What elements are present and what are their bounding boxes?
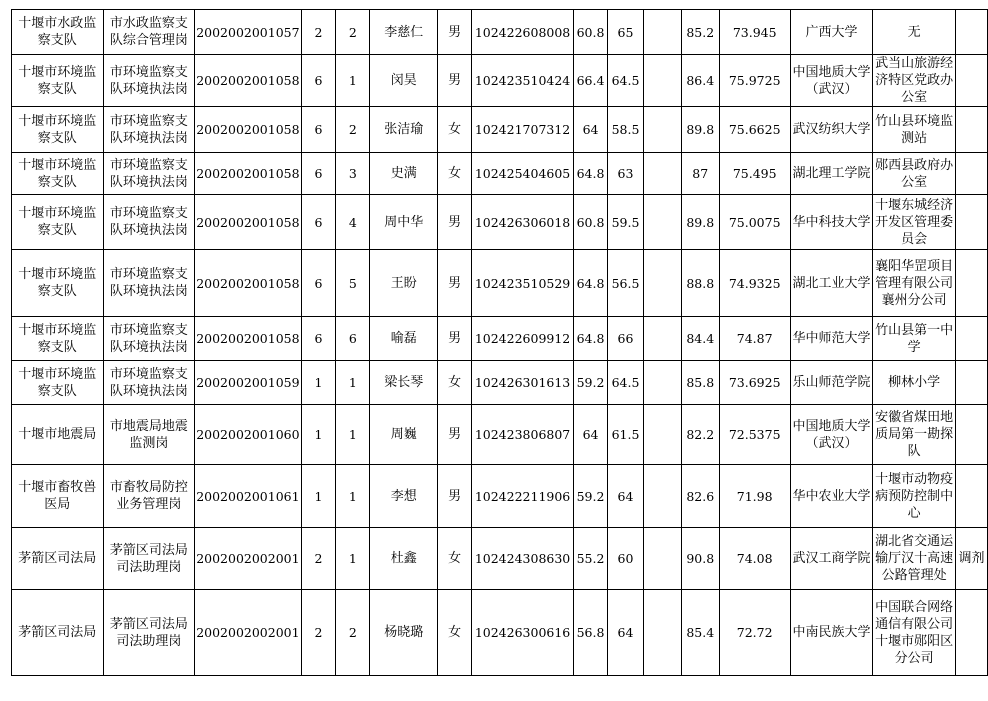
table-row bbox=[12, 317, 988, 361]
second-score-cell: 66 bbox=[608, 317, 644, 361]
sex-cell: 女 bbox=[438, 590, 472, 676]
sex-cell: 男 bbox=[438, 10, 472, 55]
unit-cell: 十堰市环境监察支队 bbox=[12, 317, 104, 361]
blank-cell bbox=[643, 590, 681, 676]
unit-cell: 十堰市环境监察支队 bbox=[12, 153, 104, 195]
rank-cell: 3 bbox=[336, 153, 370, 195]
total-score-cell: 71.98 bbox=[719, 465, 790, 528]
school-cell: 武汉工商学院 bbox=[790, 528, 873, 590]
second-score-cell: 58.5 bbox=[608, 107, 644, 153]
quota-cell: 6 bbox=[301, 195, 336, 250]
interview-score-cell: 82.6 bbox=[681, 465, 719, 528]
employer-cell: 柳林小学 bbox=[873, 361, 956, 405]
ticket-number-cell: 102423806807 bbox=[472, 405, 574, 465]
ticket-number-cell: 102426300616 bbox=[472, 590, 574, 676]
rank-cell: 6 bbox=[336, 317, 370, 361]
ticket-number-cell: 102422211906 bbox=[472, 465, 574, 528]
note-cell bbox=[955, 465, 987, 528]
post-cell: 市环境监察支队环境执法岗 bbox=[103, 153, 195, 195]
interview-score-cell: 89.8 bbox=[681, 195, 719, 250]
written-score-cell: 64.8 bbox=[574, 317, 608, 361]
quota-cell: 6 bbox=[301, 107, 336, 153]
written-score-cell: 66.4 bbox=[574, 55, 608, 107]
second-score-cell: 64.5 bbox=[608, 361, 644, 405]
sex-cell: 男 bbox=[438, 465, 472, 528]
total-score-cell: 72.72 bbox=[719, 590, 790, 676]
quota-cell: 1 bbox=[301, 361, 336, 405]
sex-cell: 女 bbox=[438, 107, 472, 153]
school-cell: 湖北工业大学 bbox=[790, 250, 873, 317]
post-cell: 市地震局地震监测岗 bbox=[103, 405, 195, 465]
post-cell: 市环境监察支队环境执法岗 bbox=[103, 250, 195, 317]
employer-cell: 竹山县第一中学 bbox=[873, 317, 956, 361]
post-cell: 市环境监察支队环境执法岗 bbox=[103, 317, 195, 361]
post-cell: 市畜牧局防控业务管理岗 bbox=[103, 465, 195, 528]
note-cell bbox=[955, 361, 987, 405]
total-score-cell: 74.87 bbox=[719, 317, 790, 361]
rank-cell: 1 bbox=[336, 405, 370, 465]
employer-cell: 安徽省煤田地质局第一勘探队 bbox=[873, 405, 956, 465]
post-code-cell: 2002002001061 bbox=[195, 465, 301, 528]
employer-cell: 中国联合网络通信有限公司十堰市郧阳区分公司 bbox=[873, 590, 956, 676]
total-score-cell: 75.0075 bbox=[719, 195, 790, 250]
unit-cell: 十堰市环境监察支队 bbox=[12, 250, 104, 317]
total-score-cell: 75.6625 bbox=[719, 107, 790, 153]
second-score-cell: 59.5 bbox=[608, 195, 644, 250]
school-cell: 中南民族大学 bbox=[790, 590, 873, 676]
ticket-number-cell: 102423510529 bbox=[472, 250, 574, 317]
sex-cell: 男 bbox=[438, 405, 472, 465]
interview-score-cell: 88.8 bbox=[681, 250, 719, 317]
blank-cell bbox=[643, 361, 681, 405]
rank-cell: 1 bbox=[336, 465, 370, 528]
table-row bbox=[12, 153, 988, 195]
table-row bbox=[12, 405, 988, 465]
post-code-cell: 2002002001058 bbox=[195, 55, 301, 107]
blank-cell bbox=[643, 107, 681, 153]
post-cell: 市环境监察支队环境执法岗 bbox=[103, 195, 195, 250]
blank-cell bbox=[643, 55, 681, 107]
name-cell: 李慈仁 bbox=[370, 10, 438, 55]
second-score-cell: 64.5 bbox=[608, 55, 644, 107]
written-score-cell: 55.2 bbox=[574, 528, 608, 590]
total-score-cell: 73.6925 bbox=[719, 361, 790, 405]
post-code-cell: 2002002001058 bbox=[195, 195, 301, 250]
quota-cell: 6 bbox=[301, 317, 336, 361]
quota-cell: 2 bbox=[301, 10, 336, 55]
post-cell: 市水政监察支队综合管理岗 bbox=[103, 10, 195, 55]
table-row bbox=[12, 195, 988, 250]
table-row bbox=[12, 590, 988, 676]
blank-cell bbox=[643, 528, 681, 590]
name-cell: 杨晓璐 bbox=[370, 590, 438, 676]
rank-cell: 2 bbox=[336, 10, 370, 55]
rank-cell: 2 bbox=[336, 107, 370, 153]
note-cell bbox=[955, 405, 987, 465]
table-row bbox=[12, 250, 988, 317]
table-row bbox=[12, 55, 988, 107]
post-code-cell: 2002002001058 bbox=[195, 153, 301, 195]
written-score-cell: 60.8 bbox=[574, 10, 608, 55]
blank-cell bbox=[643, 405, 681, 465]
school-cell: 广西大学 bbox=[790, 10, 873, 55]
results-table bbox=[11, 9, 988, 676]
sex-cell: 男 bbox=[438, 250, 472, 317]
written-score-cell: 59.2 bbox=[574, 361, 608, 405]
ticket-number-cell: 102426301613 bbox=[472, 361, 574, 405]
name-cell: 张洁瑜 bbox=[370, 107, 438, 153]
quota-cell: 6 bbox=[301, 250, 336, 317]
table-row bbox=[12, 107, 988, 153]
unit-cell: 十堰市环境监察支队 bbox=[12, 107, 104, 153]
employer-cell: 无 bbox=[873, 10, 956, 55]
rank-cell: 1 bbox=[336, 55, 370, 107]
second-score-cell: 64 bbox=[608, 465, 644, 528]
unit-cell: 十堰市畜牧兽医局 bbox=[12, 465, 104, 528]
sex-cell: 女 bbox=[438, 528, 472, 590]
name-cell: 李想 bbox=[370, 465, 438, 528]
employer-cell: 十堰东城经济开发区管理委员会 bbox=[873, 195, 956, 250]
post-code-cell: 2002002001060 bbox=[195, 405, 301, 465]
school-cell: 华中师范大学 bbox=[790, 317, 873, 361]
school-cell: 乐山师范学院 bbox=[790, 361, 873, 405]
interview-score-cell: 87 bbox=[681, 153, 719, 195]
ticket-number-cell: 102422609912 bbox=[472, 317, 574, 361]
second-score-cell: 65 bbox=[608, 10, 644, 55]
second-score-cell: 63 bbox=[608, 153, 644, 195]
note-cell bbox=[955, 195, 987, 250]
ticket-number-cell: 102422608008 bbox=[472, 10, 574, 55]
written-score-cell: 64 bbox=[574, 107, 608, 153]
name-cell: 杜鑫 bbox=[370, 528, 438, 590]
interview-score-cell: 89.8 bbox=[681, 107, 719, 153]
interview-score-cell: 86.4 bbox=[681, 55, 719, 107]
employer-cell: 十堰市动物疫病预防控制中心 bbox=[873, 465, 956, 528]
rank-cell: 5 bbox=[336, 250, 370, 317]
second-score-cell: 60 bbox=[608, 528, 644, 590]
second-score-cell: 61.5 bbox=[608, 405, 644, 465]
interview-score-cell: 85.8 bbox=[681, 361, 719, 405]
name-cell: 史满 bbox=[370, 153, 438, 195]
post-code-cell: 2002002002001 bbox=[195, 528, 301, 590]
post-code-cell: 2002002001058 bbox=[195, 317, 301, 361]
written-score-cell: 64.8 bbox=[574, 250, 608, 317]
table-body bbox=[12, 10, 988, 676]
note-cell bbox=[955, 317, 987, 361]
post-code-cell: 2002002001059 bbox=[195, 361, 301, 405]
total-score-cell: 74.9325 bbox=[719, 250, 790, 317]
blank-cell bbox=[643, 250, 681, 317]
employer-cell: 竹山县环境监测站 bbox=[873, 107, 956, 153]
employer-cell: 襄阳华罡项目管理有限公司襄州分公司 bbox=[873, 250, 956, 317]
unit-cell: 十堰市环境监察支队 bbox=[12, 361, 104, 405]
post-code-cell: 2002002001058 bbox=[195, 107, 301, 153]
rank-cell: 1 bbox=[336, 361, 370, 405]
total-score-cell: 75.9725 bbox=[719, 55, 790, 107]
sex-cell: 男 bbox=[438, 195, 472, 250]
name-cell: 周中华 bbox=[370, 195, 438, 250]
post-cell: 市环境监察支队环境执法岗 bbox=[103, 55, 195, 107]
quota-cell: 1 bbox=[301, 465, 336, 528]
blank-cell bbox=[643, 153, 681, 195]
post-cell: 市环境监察支队环境执法岗 bbox=[103, 361, 195, 405]
quota-cell: 6 bbox=[301, 55, 336, 107]
post-cell: 茅箭区司法局司法助理岗 bbox=[103, 590, 195, 676]
note-cell bbox=[955, 153, 987, 195]
unit-cell: 十堰市环境监察支队 bbox=[12, 195, 104, 250]
name-cell: 喻磊 bbox=[370, 317, 438, 361]
unit-cell: 十堰市地震局 bbox=[12, 405, 104, 465]
employer-cell: 湖北省交通运输厅汉十高速公路管理处 bbox=[873, 528, 956, 590]
table-row bbox=[12, 361, 988, 405]
total-score-cell: 74.08 bbox=[719, 528, 790, 590]
quota-cell: 2 bbox=[301, 528, 336, 590]
unit-cell: 茅箭区司法局 bbox=[12, 528, 104, 590]
post-code-cell: 2002002002001 bbox=[195, 590, 301, 676]
table-row bbox=[12, 10, 988, 55]
quota-cell: 2 bbox=[301, 590, 336, 676]
post-code-cell: 2002002001058 bbox=[195, 250, 301, 317]
sex-cell: 男 bbox=[438, 317, 472, 361]
school-cell: 湖北理工学院 bbox=[790, 153, 873, 195]
written-score-cell: 60.8 bbox=[574, 195, 608, 250]
total-score-cell: 73.945 bbox=[719, 10, 790, 55]
rank-cell: 1 bbox=[336, 528, 370, 590]
ticket-number-cell: 102425404605 bbox=[472, 153, 574, 195]
total-score-cell: 72.5375 bbox=[719, 405, 790, 465]
blank-cell bbox=[643, 195, 681, 250]
written-score-cell: 59.2 bbox=[574, 465, 608, 528]
blank-cell bbox=[643, 465, 681, 528]
written-score-cell: 64.8 bbox=[574, 153, 608, 195]
note-cell bbox=[955, 55, 987, 107]
note-cell bbox=[955, 590, 987, 676]
table-row bbox=[12, 528, 988, 590]
written-score-cell: 56.8 bbox=[574, 590, 608, 676]
unit-cell: 茅箭区司法局 bbox=[12, 590, 104, 676]
table-row bbox=[12, 465, 988, 528]
school-cell: 武汉纺织大学 bbox=[790, 107, 873, 153]
school-cell: 华中农业大学 bbox=[790, 465, 873, 528]
note-cell bbox=[955, 107, 987, 153]
sex-cell: 男 bbox=[438, 55, 472, 107]
ticket-number-cell: 102424308630 bbox=[472, 528, 574, 590]
second-score-cell: 56.5 bbox=[608, 250, 644, 317]
quota-cell: 6 bbox=[301, 153, 336, 195]
interview-score-cell: 85.2 bbox=[681, 10, 719, 55]
rank-cell: 2 bbox=[336, 590, 370, 676]
post-cell: 市环境监察支队环境执法岗 bbox=[103, 107, 195, 153]
school-cell: 中国地质大学（武汉） bbox=[790, 55, 873, 107]
rank-cell: 4 bbox=[336, 195, 370, 250]
sex-cell: 女 bbox=[438, 153, 472, 195]
interview-score-cell: 90.8 bbox=[681, 528, 719, 590]
interview-score-cell: 85.4 bbox=[681, 590, 719, 676]
ticket-number-cell: 102426306018 bbox=[472, 195, 574, 250]
note-cell: 调剂 bbox=[955, 528, 987, 590]
quota-cell: 1 bbox=[301, 405, 336, 465]
blank-cell bbox=[643, 317, 681, 361]
unit-cell: 十堰市环境监察支队 bbox=[12, 55, 104, 107]
blank-cell bbox=[643, 10, 681, 55]
school-cell: 华中科技大学 bbox=[790, 195, 873, 250]
interview-score-cell: 84.4 bbox=[681, 317, 719, 361]
ticket-number-cell: 102421707312 bbox=[472, 107, 574, 153]
school-cell: 中国地质大学（武汉） bbox=[790, 405, 873, 465]
written-score-cell: 64 bbox=[574, 405, 608, 465]
note-cell bbox=[955, 250, 987, 317]
post-cell: 茅箭区司法局司法助理岗 bbox=[103, 528, 195, 590]
second-score-cell: 64 bbox=[608, 590, 644, 676]
interview-score-cell: 82.2 bbox=[681, 405, 719, 465]
post-code-cell: 2002002001057 bbox=[195, 10, 301, 55]
name-cell: 周巍 bbox=[370, 405, 438, 465]
ticket-number-cell: 102423510424 bbox=[472, 55, 574, 107]
name-cell: 梁长琴 bbox=[370, 361, 438, 405]
sex-cell: 女 bbox=[438, 361, 472, 405]
name-cell: 王盼 bbox=[370, 250, 438, 317]
employer-cell: 武当山旅游经济特区党政办公室 bbox=[873, 55, 956, 107]
name-cell: 闵昊 bbox=[370, 55, 438, 107]
note-cell bbox=[955, 10, 987, 55]
unit-cell: 十堰市水政监察支队 bbox=[12, 10, 104, 55]
total-score-cell: 75.495 bbox=[719, 153, 790, 195]
employer-cell: 郧西县政府办公室 bbox=[873, 153, 956, 195]
